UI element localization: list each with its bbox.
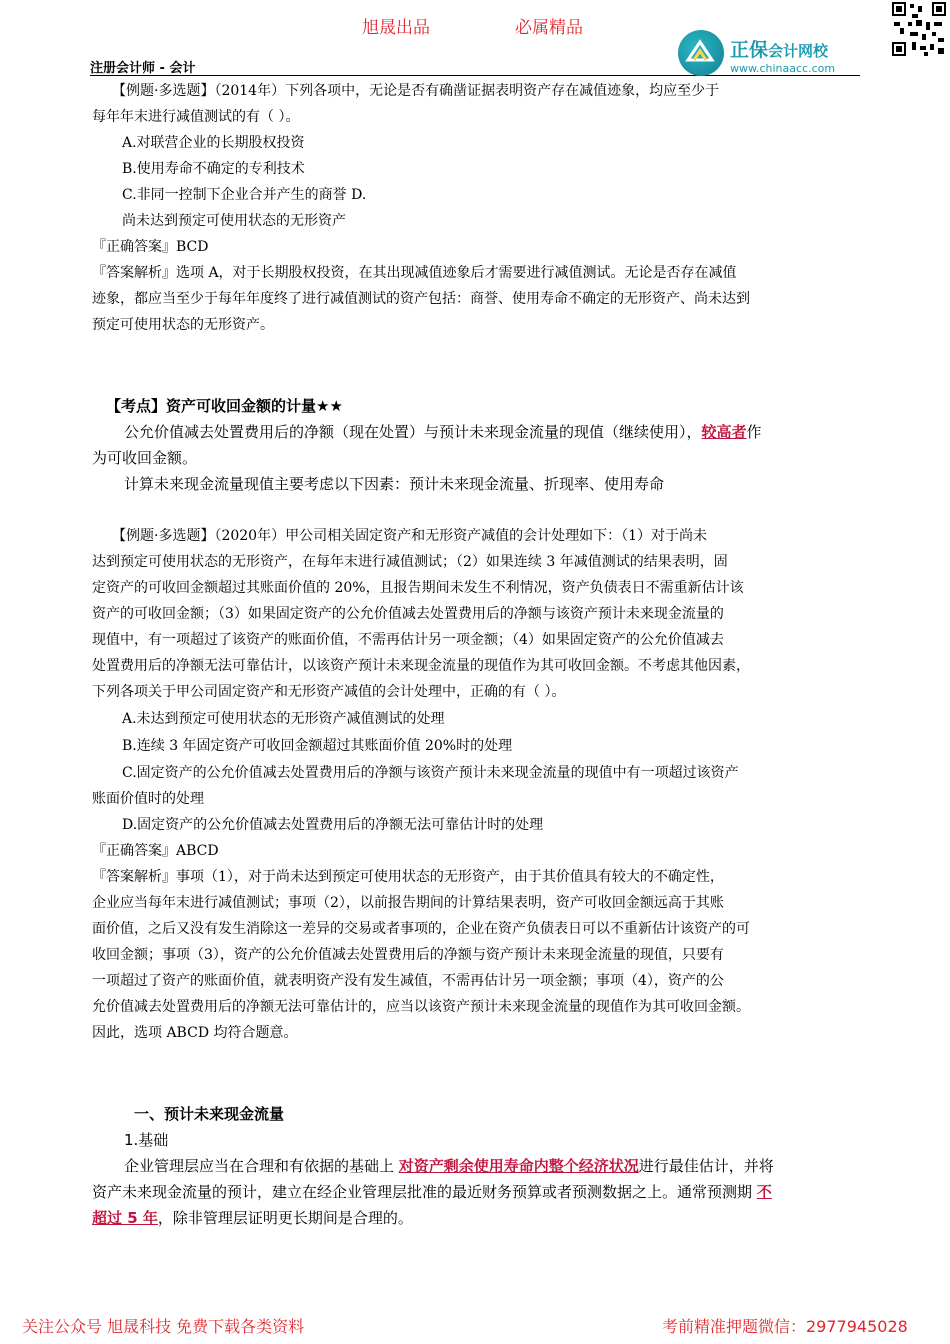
q1-option-d: 尚未达到预定可使用状态的无形资产	[122, 213, 346, 229]
q2-option-d: D.固定资产的公允价值减去处置费用后的净额无法可靠估计时的处理	[122, 817, 544, 833]
q2-option-c: C.固定资产的公允价值减去处置费用后的净额与该资产预计未来现金流量的现值中有一项超过该资产	[122, 765, 739, 781]
section-p1-text: 企业管理层应当在合理和有依据的基础上	[124, 1157, 399, 1175]
section-p1-tail: 进行最佳估计，并将	[638, 1157, 774, 1175]
q2-stem-line: 达到预定可使用状态的无形资产，在每年末进行减值测试；（2）如果连续 3 年减值测试的结果表明，固	[92, 554, 728, 570]
section-p3-highlight: 超过 5 年	[92, 1209, 158, 1227]
q2-option-c-cont: 账面价值时的处理	[92, 791, 204, 807]
footer-left: 关注公众号 旭晟科技 免费下载各类资料	[22, 1317, 305, 1336]
section-p2-text: 资产未来现金流量的预计，建立在经企业管理层批准的最近财务预算或者预测数据之上。通常预测期	[92, 1183, 757, 1201]
q2-answer: 『正确答案』ABCD	[92, 843, 219, 859]
q2-option-a: A.未达到预定可使用状态的无形资产减值测试的处理	[122, 711, 445, 727]
q1-explanation-line2: 迹象，都应当至少于每年年度终了进行减值测试的资产包括：商誉、使用寿命不确定的无形资产、尚未达到	[92, 291, 750, 307]
section-paragraph-line2	[92, 1182, 772, 1202]
q1-option-c: C.非同一控制下企业合并产生的商誉 D.	[122, 187, 367, 203]
q2-stem-line: 定资产的可收回金额超过其账面价值的 20%，且报告期间未发生不利情况，资产负债表日不需重新估计该	[92, 580, 744, 596]
q2-stem-line: 资产的可收回金额；（3）如果固定资产的公允价值减去处置费用后的净额与该资产预计未来现金流量的	[92, 606, 724, 622]
q2-explanation-line: 因此，选项 ABCD 均符合题意。	[92, 1025, 298, 1041]
q2-explanation-line: 一项超过了资产的账面价值，就表明资产没有发生减值，不需再估计另一项金额；事项（4），资产的公	[92, 973, 724, 989]
point-p1-tail: 作	[746, 423, 762, 441]
brand-logo	[730, 35, 835, 75]
q2-explanation-line: 面价值，之后又没有发生消除这一差异的交易或者事项的，企业在资产负债表日可以不重新估计该资产的可	[92, 921, 750, 937]
q2-stem-line: 处置费用后的净额无法可靠估计，以该资产预计未来现金流量的现值作为其可收回金额。不考虑其他因素，	[92, 658, 750, 674]
q2-explanation-line: 收回金额；事项（3），资产的公允价值减去处置费用后的净额与资产预计未来现金流量的现值，只要有	[92, 947, 724, 963]
section-paragraph-line3	[92, 1208, 413, 1228]
section-p2-highlight: 不	[756, 1183, 772, 1201]
header-tag-right: 必属精品	[515, 18, 583, 38]
brand-url: www.chinaacc.com	[730, 62, 836, 75]
q2-stem-line: 下列各项关于甲公司固定资产和无形资产减值的会计处理中，正确的有（ ）。	[92, 684, 566, 700]
brand-logo-icon	[678, 30, 724, 76]
q1-stem-line2: 每年年末进行减值测试的有（ ）。	[92, 109, 300, 125]
q2-option-b: B.连续 3 年固定资产可收回金额超过其账面价值 20%时的处理	[122, 738, 513, 754]
point-paragraph2: 计算未来现金流量现值主要考虑以下因素：预计未来现金流量、折现率、使用寿命	[124, 475, 665, 493]
brand-sub: 会计网校	[768, 42, 829, 60]
section-title: 一、预计未来现金流量	[134, 1105, 285, 1123]
section-p3-text: ，除非管理层证明更长期间是合理的。	[157, 1209, 413, 1227]
point-paragraph1-end: 为可收回金额。	[92, 449, 198, 467]
point-paragraph1	[124, 422, 762, 442]
q1-stem-line1: 【例题·多选题】（2014年）下列各项中，无论是否有确凿证据表明资产存在减值迹象，均应至少于	[112, 83, 720, 99]
point-title: 【考点】资产可收回金额的计量★★	[106, 397, 343, 415]
point-p1-text: 公允价值减去处置费用后的净额（现在处置）与预计未来现金流量的现值（继续使用），	[124, 423, 702, 441]
q1-option-a: A.对联营企业的长期股权投资	[122, 135, 305, 151]
section-subtitle: 1.基础	[124, 1131, 169, 1149]
q2-explanation-line: 企业应当每年末进行减值测试；事项（2），以前报告期间的计算结果表明，资产可收回金额远高于其账	[92, 895, 724, 911]
q2-stem-line: 现值中，有一项超过了该资产的账面价值，不需再估计另一项金额；（4）如果固定资产的公允价值减去	[92, 632, 724, 648]
point-p1-highlight: 较高者	[701, 423, 747, 441]
brand-name: 正保	[730, 39, 769, 61]
q2-stem-line: 【例题·多选题】（2020年）甲公司相关固定资产和无形资产减值的会计处理如下：（1）对于尚未	[112, 528, 707, 544]
footer-right: 考前精准押题微信：2977945028	[662, 1317, 908, 1336]
q2-explanation-line: 允价值减去处置费用后的净额无法可靠估计的，应当以该资产预计未来现金流量的现值作为其可收回金额。	[92, 999, 750, 1015]
q1-answer: 『正确答案』BCD	[92, 239, 209, 255]
qr-code-icon	[892, 2, 946, 56]
subject-label: 注册会计师 - 会计	[90, 61, 196, 76]
q1-option-b: B.使用寿命不确定的专利技术	[122, 161, 305, 177]
header-tag-left: 旭晟出品	[362, 18, 430, 38]
header-divider	[90, 75, 860, 76]
q1-explanation-line1: 『答案解析』选项 A，对于长期股权投资，在其出现减值迹象后才需要进行减值测试。无论是否存在减值	[92, 265, 737, 281]
section-paragraph-line1	[124, 1156, 774, 1176]
q1-explanation-line3: 预定可使用状态的无形资产。	[92, 317, 274, 333]
section-p1-highlight: 对资产剩余使用寿命内整个经济状况	[398, 1157, 639, 1175]
q2-explanation-line: 『答案解析』事项（1），对于尚未达到预定可使用状态的无形资产，由于其价值具有较大的不确定性，	[92, 869, 724, 885]
